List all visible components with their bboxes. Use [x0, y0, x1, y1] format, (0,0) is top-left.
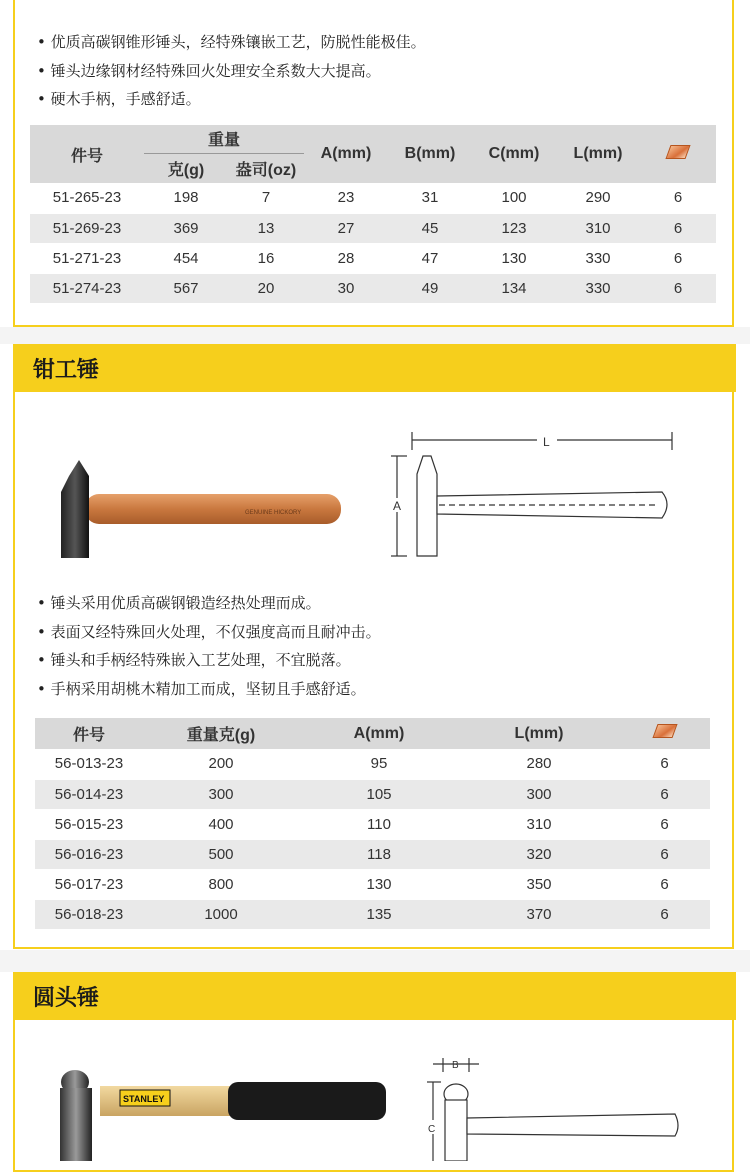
table-cell: 800 — [143, 869, 299, 899]
table-cell: 290 — [556, 183, 640, 213]
table-row — [35, 869, 710, 899]
table-cell: 320 — [459, 839, 619, 869]
table-cell: 130 — [299, 869, 459, 899]
copper-icon — [665, 145, 690, 159]
table-row — [35, 779, 710, 809]
list-item: • 手柄采用胡桃木精加工而成，坚韧且手感舒适。 — [37, 675, 381, 704]
table-cell: 1000 — [143, 899, 299, 929]
table-cell: 134 — [472, 273, 556, 303]
section-title: 钳工锤 — [33, 358, 100, 383]
col-l: L(mm) — [556, 125, 640, 183]
table-cell: 6 — [619, 899, 710, 929]
table-cell: 280 — [459, 749, 619, 779]
table-cell: 56-018-23 — [35, 899, 143, 929]
ball-hammer-photo — [50, 1068, 400, 1161]
table-cell: 51-265-23 — [30, 183, 144, 213]
table-row — [30, 243, 716, 273]
list-item: • 硬木手柄，手感舒适。 — [37, 85, 426, 114]
col-part: 件号 — [30, 125, 144, 183]
table-cell: 56-013-23 — [35, 749, 143, 779]
col-weight-g: 克(g) — [144, 153, 228, 183]
col-l: L(mm) — [459, 718, 619, 749]
spec-table-1 — [30, 125, 716, 304]
table-cell: 45 — [388, 213, 472, 243]
table-cell: 6 — [640, 183, 716, 213]
fitter-hammer-photo — [55, 454, 355, 564]
list-item: • 优质高碳钢锥形锤头，经特殊镶嵌工艺，防脱性能极佳。 — [37, 28, 426, 57]
table-cell: 310 — [459, 809, 619, 839]
col-b: B(mm) — [388, 125, 472, 183]
section-ball-hammer — [13, 972, 734, 1172]
table-cell: 370 — [459, 899, 619, 929]
table-cell: 6 — [619, 809, 710, 839]
col-pack — [640, 125, 716, 183]
table-row — [35, 749, 710, 779]
table-cell: 110 — [299, 809, 459, 839]
copper-icon — [652, 724, 677, 738]
table-cell: 310 — [556, 213, 640, 243]
col-weight: 重量 — [144, 125, 304, 153]
table-cell: 350 — [459, 869, 619, 899]
table-row — [30, 213, 716, 243]
diagram-label-c: C — [428, 1124, 436, 1135]
table-row — [35, 839, 710, 869]
col-weight: 重量克(g) — [143, 718, 299, 749]
list-item: • 锤头边缘钢材经特殊回火处理安全系数大大提高。 — [37, 57, 426, 86]
table-cell: 16 — [228, 243, 304, 273]
spec-table-2 — [35, 718, 710, 930]
table-cell: 300 — [459, 779, 619, 809]
table-cell: 330 — [556, 243, 640, 273]
col-c: C(mm) — [472, 125, 556, 183]
table-cell: 118 — [299, 839, 459, 869]
table-row — [30, 183, 716, 213]
table-cell: 369 — [144, 213, 228, 243]
table-cell: 47 — [388, 243, 472, 273]
table-cell: 30 — [304, 273, 388, 303]
table-cell: 51-269-23 — [30, 213, 144, 243]
table-cell: 454 — [144, 243, 228, 273]
ball-hammer-diagram — [423, 1056, 693, 1161]
col-a: A(mm) — [299, 718, 459, 749]
table-cell: 6 — [640, 273, 716, 303]
table-cell: 49 — [388, 273, 472, 303]
list-item: • 锤头和手柄经特殊嵌入工艺处理，不宜脱落。 — [37, 646, 381, 675]
table-cell: 51-271-23 — [30, 243, 144, 273]
table-row — [35, 809, 710, 839]
table-cell: 6 — [619, 869, 710, 899]
list-item: • 表面又经特殊回火处理，不仅强度高而且耐冲击。 — [37, 618, 381, 647]
table-cell: 135 — [299, 899, 459, 929]
table-cell: 23 — [304, 183, 388, 213]
table-cell: 95 — [299, 749, 459, 779]
table-cell: 6 — [619, 839, 710, 869]
diagram-label-l: L — [543, 435, 550, 449]
col-pack — [619, 718, 710, 749]
table-cell: 130 — [472, 243, 556, 273]
section-header — [13, 972, 736, 1020]
col-part: 件号 — [35, 718, 143, 749]
table-cell: 28 — [304, 243, 388, 273]
table-cell: 56-015-23 — [35, 809, 143, 839]
table-cell: 27 — [304, 213, 388, 243]
table-cell: 51-274-23 — [30, 273, 144, 303]
col-weight-oz: 盎司(oz) — [228, 153, 304, 183]
table-cell: 56-017-23 — [35, 869, 143, 899]
table-cell: 567 — [144, 273, 228, 303]
table-cell: 123 — [472, 213, 556, 243]
section-title: 圆头锤 — [33, 986, 100, 1011]
feature-list — [37, 589, 381, 703]
table-cell: 6 — [640, 243, 716, 273]
table-cell: 100 — [472, 183, 556, 213]
table-cell: 6 — [640, 213, 716, 243]
feature-list — [37, 28, 426, 114]
table-cell: 13 — [228, 213, 304, 243]
table-cell: 6 — [619, 749, 710, 779]
table-cell: 330 — [556, 273, 640, 303]
brand-label: STANLEY — [123, 1094, 165, 1104]
list-item: • 锤头采用优质高碳钢锻造经热处理而成。 — [37, 589, 381, 618]
section-header — [13, 344, 736, 392]
section-gap — [0, 327, 750, 344]
table-cell: 198 — [144, 183, 228, 213]
table-cell: 105 — [299, 779, 459, 809]
handle-label: GENUINE HICKORY — [245, 510, 302, 516]
fitter-hammer-diagram — [387, 426, 687, 566]
col-a: A(mm) — [304, 125, 388, 183]
diagram-label-a: A — [393, 499, 402, 513]
table-cell: 300 — [143, 779, 299, 809]
table-cell: 6 — [619, 779, 710, 809]
table-cell: 200 — [143, 749, 299, 779]
table-cell: 56-016-23 — [35, 839, 143, 869]
table-row — [35, 899, 710, 929]
table-cell: 20 — [228, 273, 304, 303]
section-gap — [0, 950, 750, 972]
table-cell: 400 — [143, 809, 299, 839]
table-row — [30, 273, 716, 303]
table-cell: 31 — [388, 183, 472, 213]
table-cell: 56-014-23 — [35, 779, 143, 809]
diagram-label-b: B — [452, 1060, 459, 1071]
table-cell: 7 — [228, 183, 304, 213]
table-cell: 500 — [143, 839, 299, 869]
